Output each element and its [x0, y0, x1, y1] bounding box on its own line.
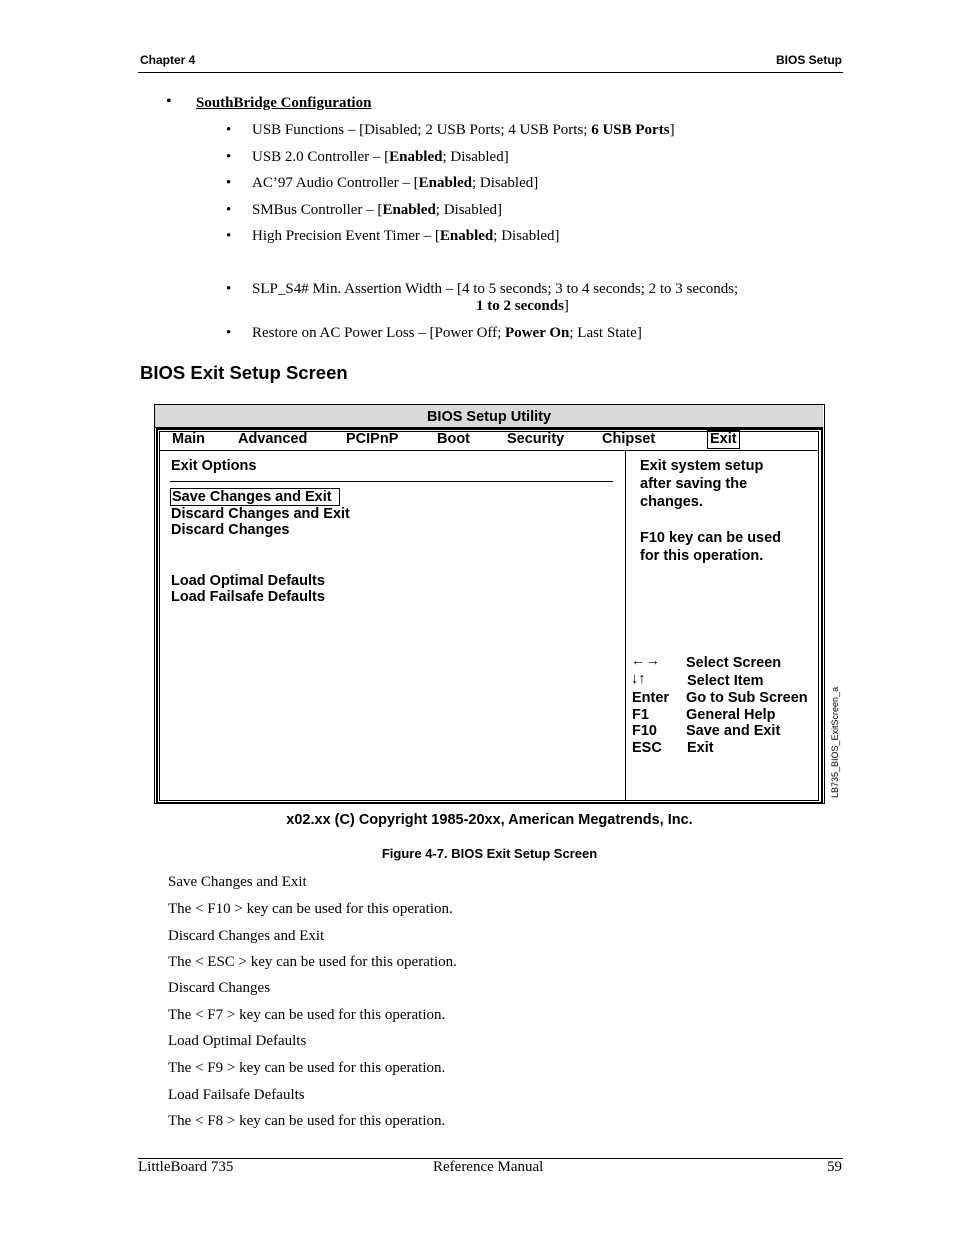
header-chapter: Chapter 4 — [140, 53, 196, 67]
key-action: Save and Exit — [686, 723, 781, 739]
menu-advanced[interactable]: Advanced — [238, 431, 308, 447]
help-line: after saving the — [640, 476, 748, 492]
footer-product: LittleBoard 735 — [138, 1159, 234, 1175]
body-line: The < F9 > key can be used for this operation. — [168, 1060, 446, 1076]
header-rule — [138, 72, 843, 73]
down-up-arrows-icon: ↓↑ — [631, 671, 646, 687]
option-load-failsafe-defaults[interactable]: Load Failsafe Defaults — [171, 589, 325, 605]
list-item-text: USB Functions – [Disabled; 2 USB Ports; 4 USB Ports; 6 USB Ports] — [252, 122, 675, 138]
key-name: ESC — [632, 740, 662, 756]
help-line: changes. — [640, 494, 703, 510]
list-item: • — [226, 122, 232, 138]
key-action: Exit — [687, 740, 714, 756]
bios-copyright: x02.xx (C) Copyright 1985-20xx, American Megatrends, Inc. — [286, 812, 693, 828]
list-item-text: High Precision Event Timer – [Enabled; Disabled] — [252, 228, 560, 244]
list-item-text: SLP_S4# Min. Assertion Width – [4 to 5 seconds; 3 to 4 seconds; 2 to 3 seconds; — [252, 281, 739, 297]
figure-caption: Figure 4-7. BIOS Exit Setup Screen — [381, 846, 598, 861]
key-action: Select Screen — [686, 655, 782, 671]
section-title: BIOS Exit Setup Screen — [140, 362, 348, 383]
key-action: Select Item — [687, 673, 764, 689]
body-line: Load Optimal Defaults — [168, 1033, 307, 1049]
list-item-text-continued: 1 to 2 seconds] — [476, 298, 569, 314]
menu-security[interactable]: Security — [507, 431, 565, 447]
menu-bar-divider — [159, 450, 817, 451]
exit-options-rule — [170, 481, 613, 482]
body-line: The < ESC > key can be used for this operation. — [168, 954, 457, 970]
body-line: Discard Changes — [168, 980, 271, 996]
list-item-text: AC’97 Audio Controller – [Enabled; Disabled] — [252, 175, 539, 191]
option-discard-changes-and-exit[interactable]: Discard Changes and Exit — [171, 506, 350, 522]
menu-chipset[interactable]: Chipset — [602, 431, 656, 447]
key-name: F10 — [632, 723, 657, 739]
header-section: BIOS Setup — [775, 53, 842, 67]
list-item-text: SMBus Controller – [Enabled; Disabled] — [252, 202, 503, 218]
body-line: Save Changes and Exit — [168, 874, 307, 890]
option-discard-changes[interactable]: Discard Changes — [171, 522, 290, 538]
list-item: • — [226, 202, 232, 218]
figure-image-id: LB735_BIOS_ExitScreen_a — [830, 686, 840, 798]
list-item: • — [226, 281, 232, 297]
menu-main[interactable]: Main — [172, 431, 206, 447]
key-name: F1 — [632, 707, 649, 723]
key-action: Go to Sub Screen — [686, 690, 808, 706]
help-line: Exit system setup — [640, 458, 764, 474]
help-text — [640, 457, 781, 565]
bios-title: BIOS Setup Utility — [426, 409, 552, 425]
body-line: The < F10 > key can be used for this operation. — [168, 901, 453, 917]
body-line: The < F7 > key can be used for this operation. — [168, 1007, 446, 1023]
left-right-arrows-icon: ←→ — [631, 653, 660, 669]
footer-manual: Reference Manual — [433, 1159, 544, 1175]
option-load-optimal-defaults[interactable]: Load Optimal Defaults — [171, 573, 325, 589]
help-line: for this operation. — [640, 548, 764, 564]
bullet: • — [166, 93, 172, 110]
list-item: • — [226, 325, 232, 341]
list-item: • — [226, 149, 232, 165]
help-line: F10 key can be used — [640, 530, 782, 546]
list-item-text: USB 2.0 Controller – [Enabled; Disabled] — [252, 149, 509, 165]
list-item: • — [226, 228, 232, 244]
southbridge-title: SouthBridge Configuration — [196, 95, 372, 111]
body-line: Discard Changes and Exit — [168, 928, 325, 944]
list-item-text: Restore on AC Power Loss – [Power Off; Power On; Last State] — [252, 325, 642, 341]
option-save-changes-and-exit[interactable]: Save Changes and Exit — [170, 488, 340, 506]
key-name: Enter — [632, 690, 670, 706]
key-action: General Help — [686, 707, 776, 723]
menu-pcipnp[interactable]: PCIPnP — [346, 431, 399, 447]
list-item: • — [226, 175, 232, 191]
exit-options-heading: Exit Options — [171, 458, 257, 474]
footer-page-number: 59 — [827, 1159, 842, 1175]
menu-exit-selected[interactable]: Exit — [707, 430, 740, 449]
panel-divider — [625, 451, 626, 800]
menu-boot[interactable]: Boot — [437, 431, 471, 447]
body-line: Load Failsafe Defaults — [168, 1087, 305, 1103]
body-line: The < F8 > key can be used for this operation. — [168, 1113, 446, 1129]
